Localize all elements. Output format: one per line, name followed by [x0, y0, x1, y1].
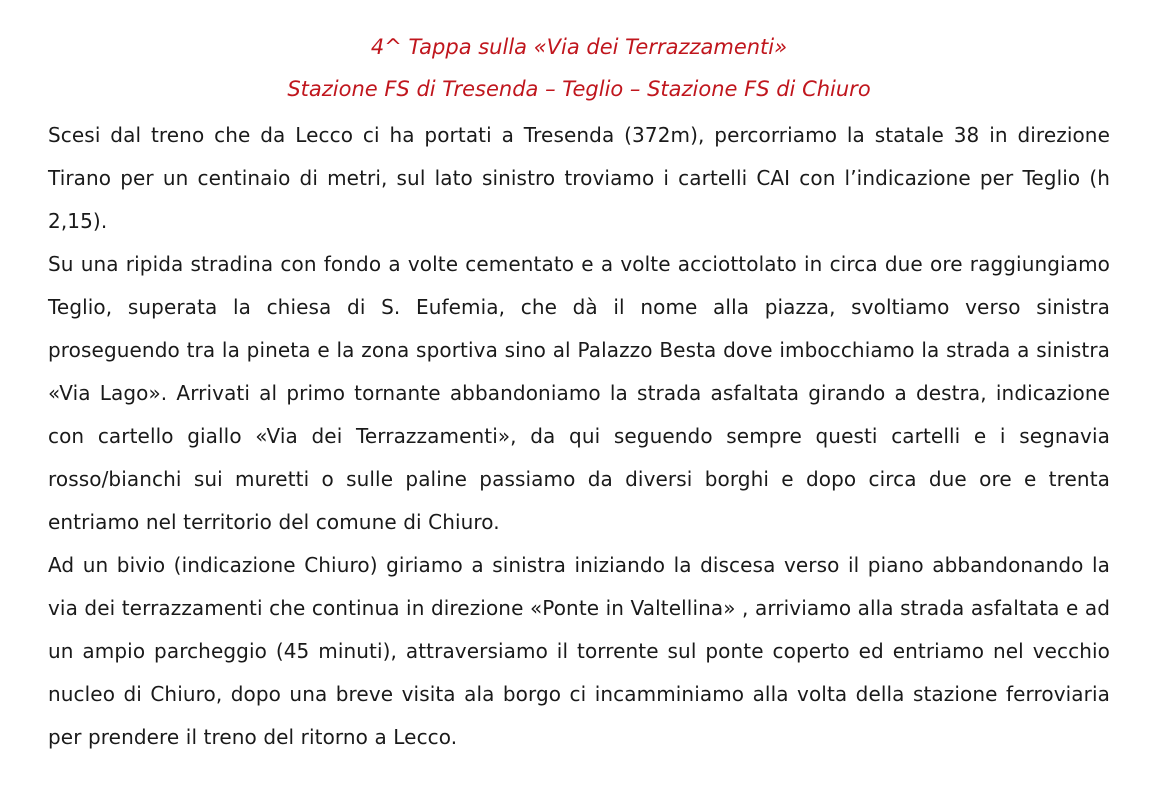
document-body [48, 114, 1110, 759]
title-block [48, 26, 1110, 110]
paragraph-2: Su una ripida stradina con fondo a volte cementato e a volte acciottolato in circa due ore raggiungiamo Teglio, superata la chiesa di S. Eufemia, che dà il nome alla piazza, svoltiamo verso sinistra proseguendo tra la pineta e la zona sportiva sino al Palazzo Besta dove imbocchiamo la strada a sinistra «Via Lago». Arrivati al primo tornante abbandoniamo la strada asfaltata girando a destra, indicazione con cartello giallo «Via dei Terrazzamenti», da qui seguendo sempre questi cartelli e i segnavia rosso/bianchi sui muretti o sulle paline passiamo da diversi borghi e dopo circa due ore e trenta entriamo nel territorio del comune di Chiuro. [48, 252, 1110, 534]
paragraph-1: Scesi dal treno che da Lecco ci ha portati a Tresenda (372m), percorriamo la statale 38 in direzione Tirano per un centinaio di metri, sul lato sinistro troviamo i cartelli CAI con l’indicazione per Teglio (h 2,15). [48, 123, 1110, 233]
paragraph-3: Ad un bivio (indicazione Chiuro) giriamo a sinistra iniziando la discesa verso il piano abbandonando la via dei terrazzamenti che continua in direzione «Ponte in Valtellina» , arriviamo alla strada asfaltata e ad un ampio parcheggio (45 minuti), attraversiamo il torrente sul ponte coperto ed entriamo nel vecchio nucleo di Chiuro, dopo una breve visita ala borgo ci incamminiamo alla volta della stazione ferroviaria per prendere il treno del ritorno a Lecco. [48, 553, 1110, 749]
document-subtitle: Stazione FS di Tresenda – Teglio – Stazione FS di Chiuro [287, 77, 871, 101]
document-title: 4^ Tappa sulla «Via dei Terrazzamenti» [370, 35, 788, 59]
